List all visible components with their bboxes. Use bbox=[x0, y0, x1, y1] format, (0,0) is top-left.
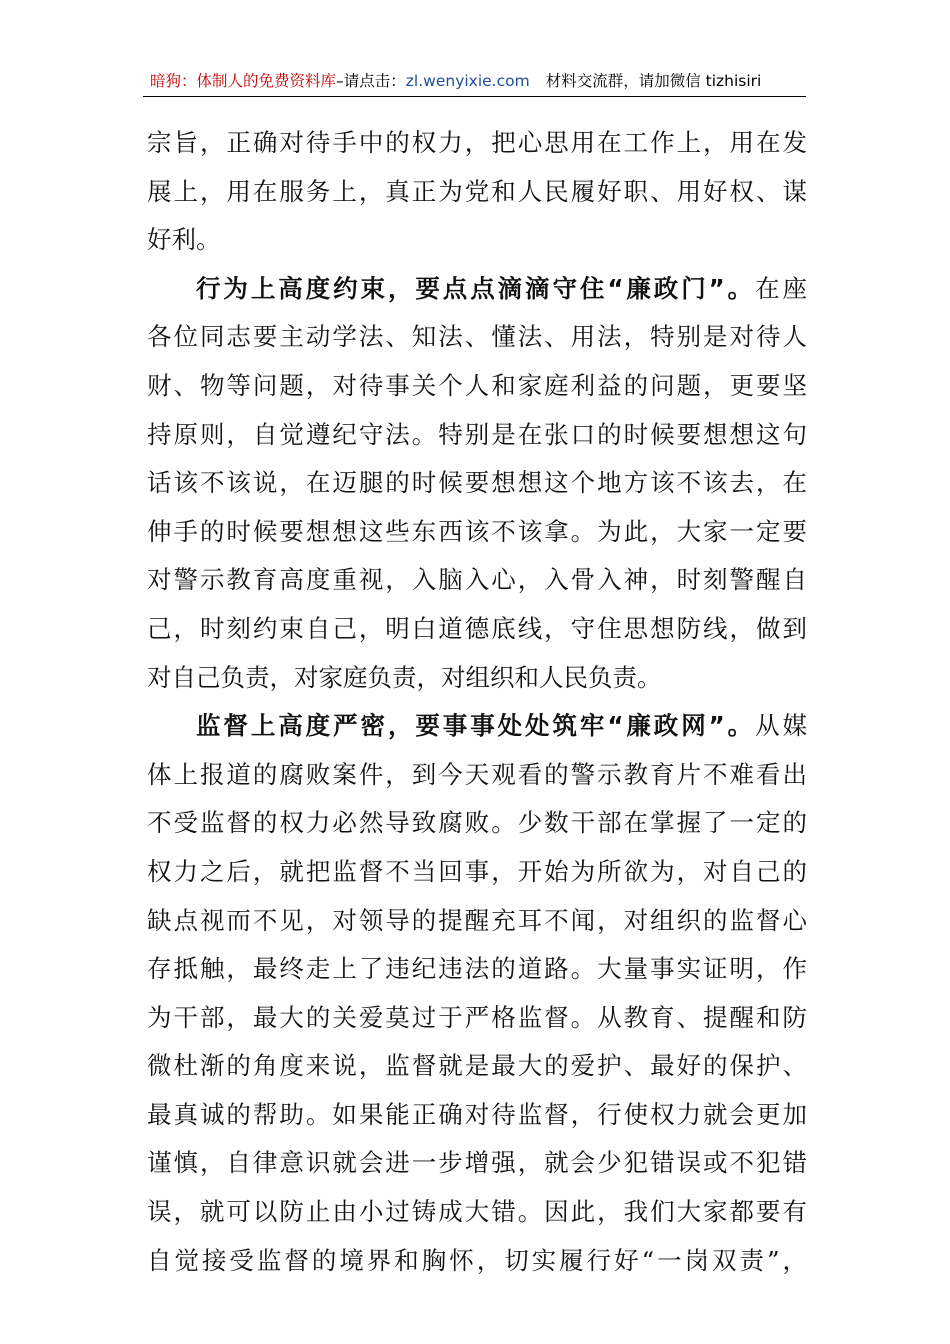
paragraph-heading: 行为上高度约束，要点点滴滴守住“廉政门”。 bbox=[196, 273, 756, 303]
text-line: 对警示教育高度重视，入脑入心，入骨入神，时刻警醒自 bbox=[147, 565, 807, 595]
paragraph-3 bbox=[147, 702, 807, 1285]
text-line: 己，时刻约束自己，明白道德底线，守住思想防线，做到 bbox=[147, 613, 807, 643]
text-line: 自觉接受监督的境界和胸怀，切实履行好“一岗双责”， bbox=[147, 1245, 807, 1275]
header-url-link[interactable]: zl.wenyixie.com bbox=[405, 72, 530, 90]
text-line: 各位同志要主动学法、知法、懂法、用法，特别是对待人 bbox=[147, 322, 807, 352]
header-wechat-group: 材料交流群，请加微信 tizhisiri bbox=[545, 72, 762, 90]
document-body bbox=[147, 119, 807, 1285]
text-line: 不受监督的权力必然导致腐败。少数干部在掌握了一定的 bbox=[147, 808, 807, 838]
text-line: 话该不该说，在迈腿的时候要想想这个地方该不该去，在 bbox=[147, 468, 807, 498]
text-line: 行为上高度约束，要点点滴滴守住“廉政门”。在座 bbox=[196, 273, 807, 303]
text-line: 体上报道的腐败案件，到今天观看的警示教育片不难看出 bbox=[147, 759, 807, 789]
header-divider bbox=[143, 96, 806, 97]
text-line: 误，就可以防止由小过铸成大错。因此，我们大家都要有 bbox=[147, 1197, 807, 1227]
text-line: 微杜渐的角度来说，监督就是最大的爱护、最好的保护、 bbox=[147, 1051, 807, 1081]
text-line: 存抵触，最终走上了违纪违法的道路。大量事实证明，作 bbox=[147, 954, 807, 984]
text-line: 谨慎，自律意识就会进一步增强，就会少犯错误或不犯错 bbox=[147, 1148, 807, 1178]
text-line: 对自己负责，对家庭负责，对组织和人民负责。 bbox=[147, 662, 662, 692]
text-line: 为干部，最大的关爱莫过于严格监督。从教育、提醒和防 bbox=[147, 1002, 807, 1032]
paragraph-heading: 监督上高度严密，要事事处处筑牢“廉政网”。 bbox=[196, 711, 756, 741]
text-line: 好利。 bbox=[147, 225, 221, 255]
header-prompt: –请点击： bbox=[336, 72, 406, 90]
text-line: 缺点视而不见，对领导的提醒充耳不闻，对组织的监督心 bbox=[147, 905, 807, 935]
text-line: 财、物等问题，对待事关个人和家庭利益的问题，更要坚 bbox=[147, 370, 807, 400]
text-line: 持原则，自觉遵纪守法。特别是在张口的时候要想想这句 bbox=[147, 419, 807, 449]
page-header bbox=[150, 68, 806, 94]
paragraph-1 bbox=[147, 119, 807, 265]
header-site-name: 暗狗：体制人的免费资料库 bbox=[150, 72, 337, 90]
text-line: 展上，用在服务上，真正为党和人民履好职、用好权、谋 bbox=[147, 176, 807, 206]
text-line: 伸手的时候要想想这些东西该不该拿。为此，大家一定要 bbox=[147, 516, 807, 546]
text-line: 宗旨，正确对待手中的权力，把心思用在工作上，用在发 bbox=[147, 128, 807, 157]
text-line: 最真诚的帮助。如果能正确对待监督，行使权力就会更加 bbox=[147, 1099, 807, 1129]
text-line: 监督上高度严密，要事事处处筑牢“廉政网”。从媒 bbox=[196, 711, 807, 741]
text-line: 权力之后，就把监督不当回事，开始为所欲为，对自己的 bbox=[147, 856, 807, 886]
paragraph-2 bbox=[147, 265, 807, 702]
